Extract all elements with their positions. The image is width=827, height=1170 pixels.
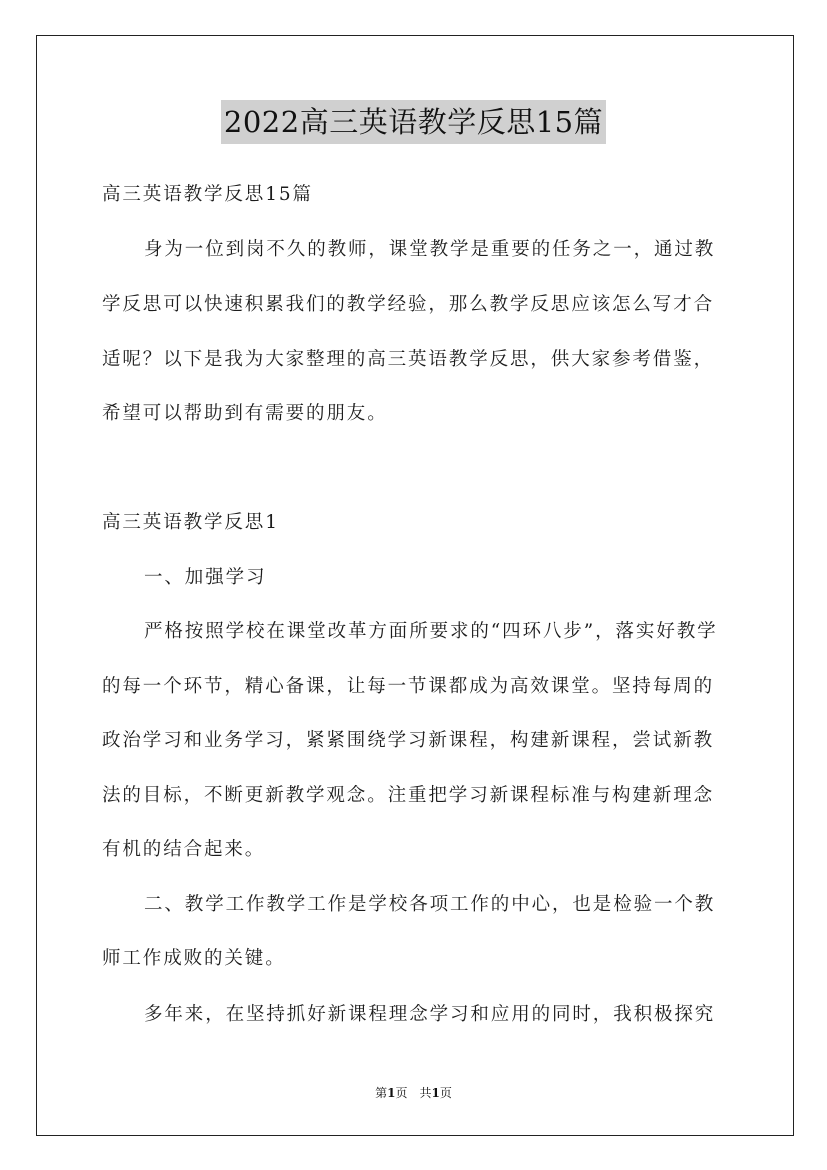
title-container <box>0 100 827 144</box>
total-page-number: 1 <box>431 1086 440 1100</box>
page-footer <box>0 1084 827 1101</box>
paragraph-line: 多年来，在坚持抓好新课程理念学习和应用的同时，我积极探究 <box>144 1004 716 1025</box>
current-page-number: 1 <box>387 1086 396 1100</box>
paragraph-line: 适呢？以下是我为大家整理的高三英语教学反思，供大家参考借鉴， <box>102 349 715 370</box>
paragraph-line: 学反思可以快速积累我们的教学经验，那么教学反思应该怎么写才合 <box>102 294 715 315</box>
paragraph-line: 师工作成败的关键。 <box>102 948 286 969</box>
subtitle: 高三英语教学反思15篇 <box>102 184 313 205</box>
paragraph-line: 希望可以帮助到有需要的朋友。 <box>102 403 388 424</box>
footer-suffix: 页 <box>439 1086 452 1100</box>
footer-prefix: 第 <box>375 1086 388 1100</box>
paragraph-line: 的每一个环节，精心备课，让每一节课都成为高效课堂。坚持每周的 <box>102 676 715 697</box>
paragraph-line: 政治学习和业务学习，紧紧围绕学习新课程，构建新课程，尝试新教 <box>102 730 715 751</box>
paragraph-line: 有机的结合起来。 <box>102 839 266 860</box>
subsection-heading: 一、加强学习 <box>144 567 267 588</box>
section-heading: 高三英语教学反思1 <box>102 512 279 533</box>
paragraph-line: 身为一位到岗不久的教师，课堂教学是重要的任务之一，通过教 <box>144 239 716 260</box>
paragraph-line: 法的目标，不断更新教学观念。注重把学习新课程标准与构建新理念 <box>102 785 715 806</box>
paragraph-line: 二、教学工作教学工作是学校各项工作的中心，也是检验一个教 <box>144 894 716 915</box>
paragraph-line: 严格按照学校在课堂改革方面所要求的“四环八步”，落实好教学 <box>144 621 718 642</box>
document-title: 2022高三英语教学反思15篇 <box>221 100 606 144</box>
footer-middle: 页 共 <box>395 1086 432 1100</box>
